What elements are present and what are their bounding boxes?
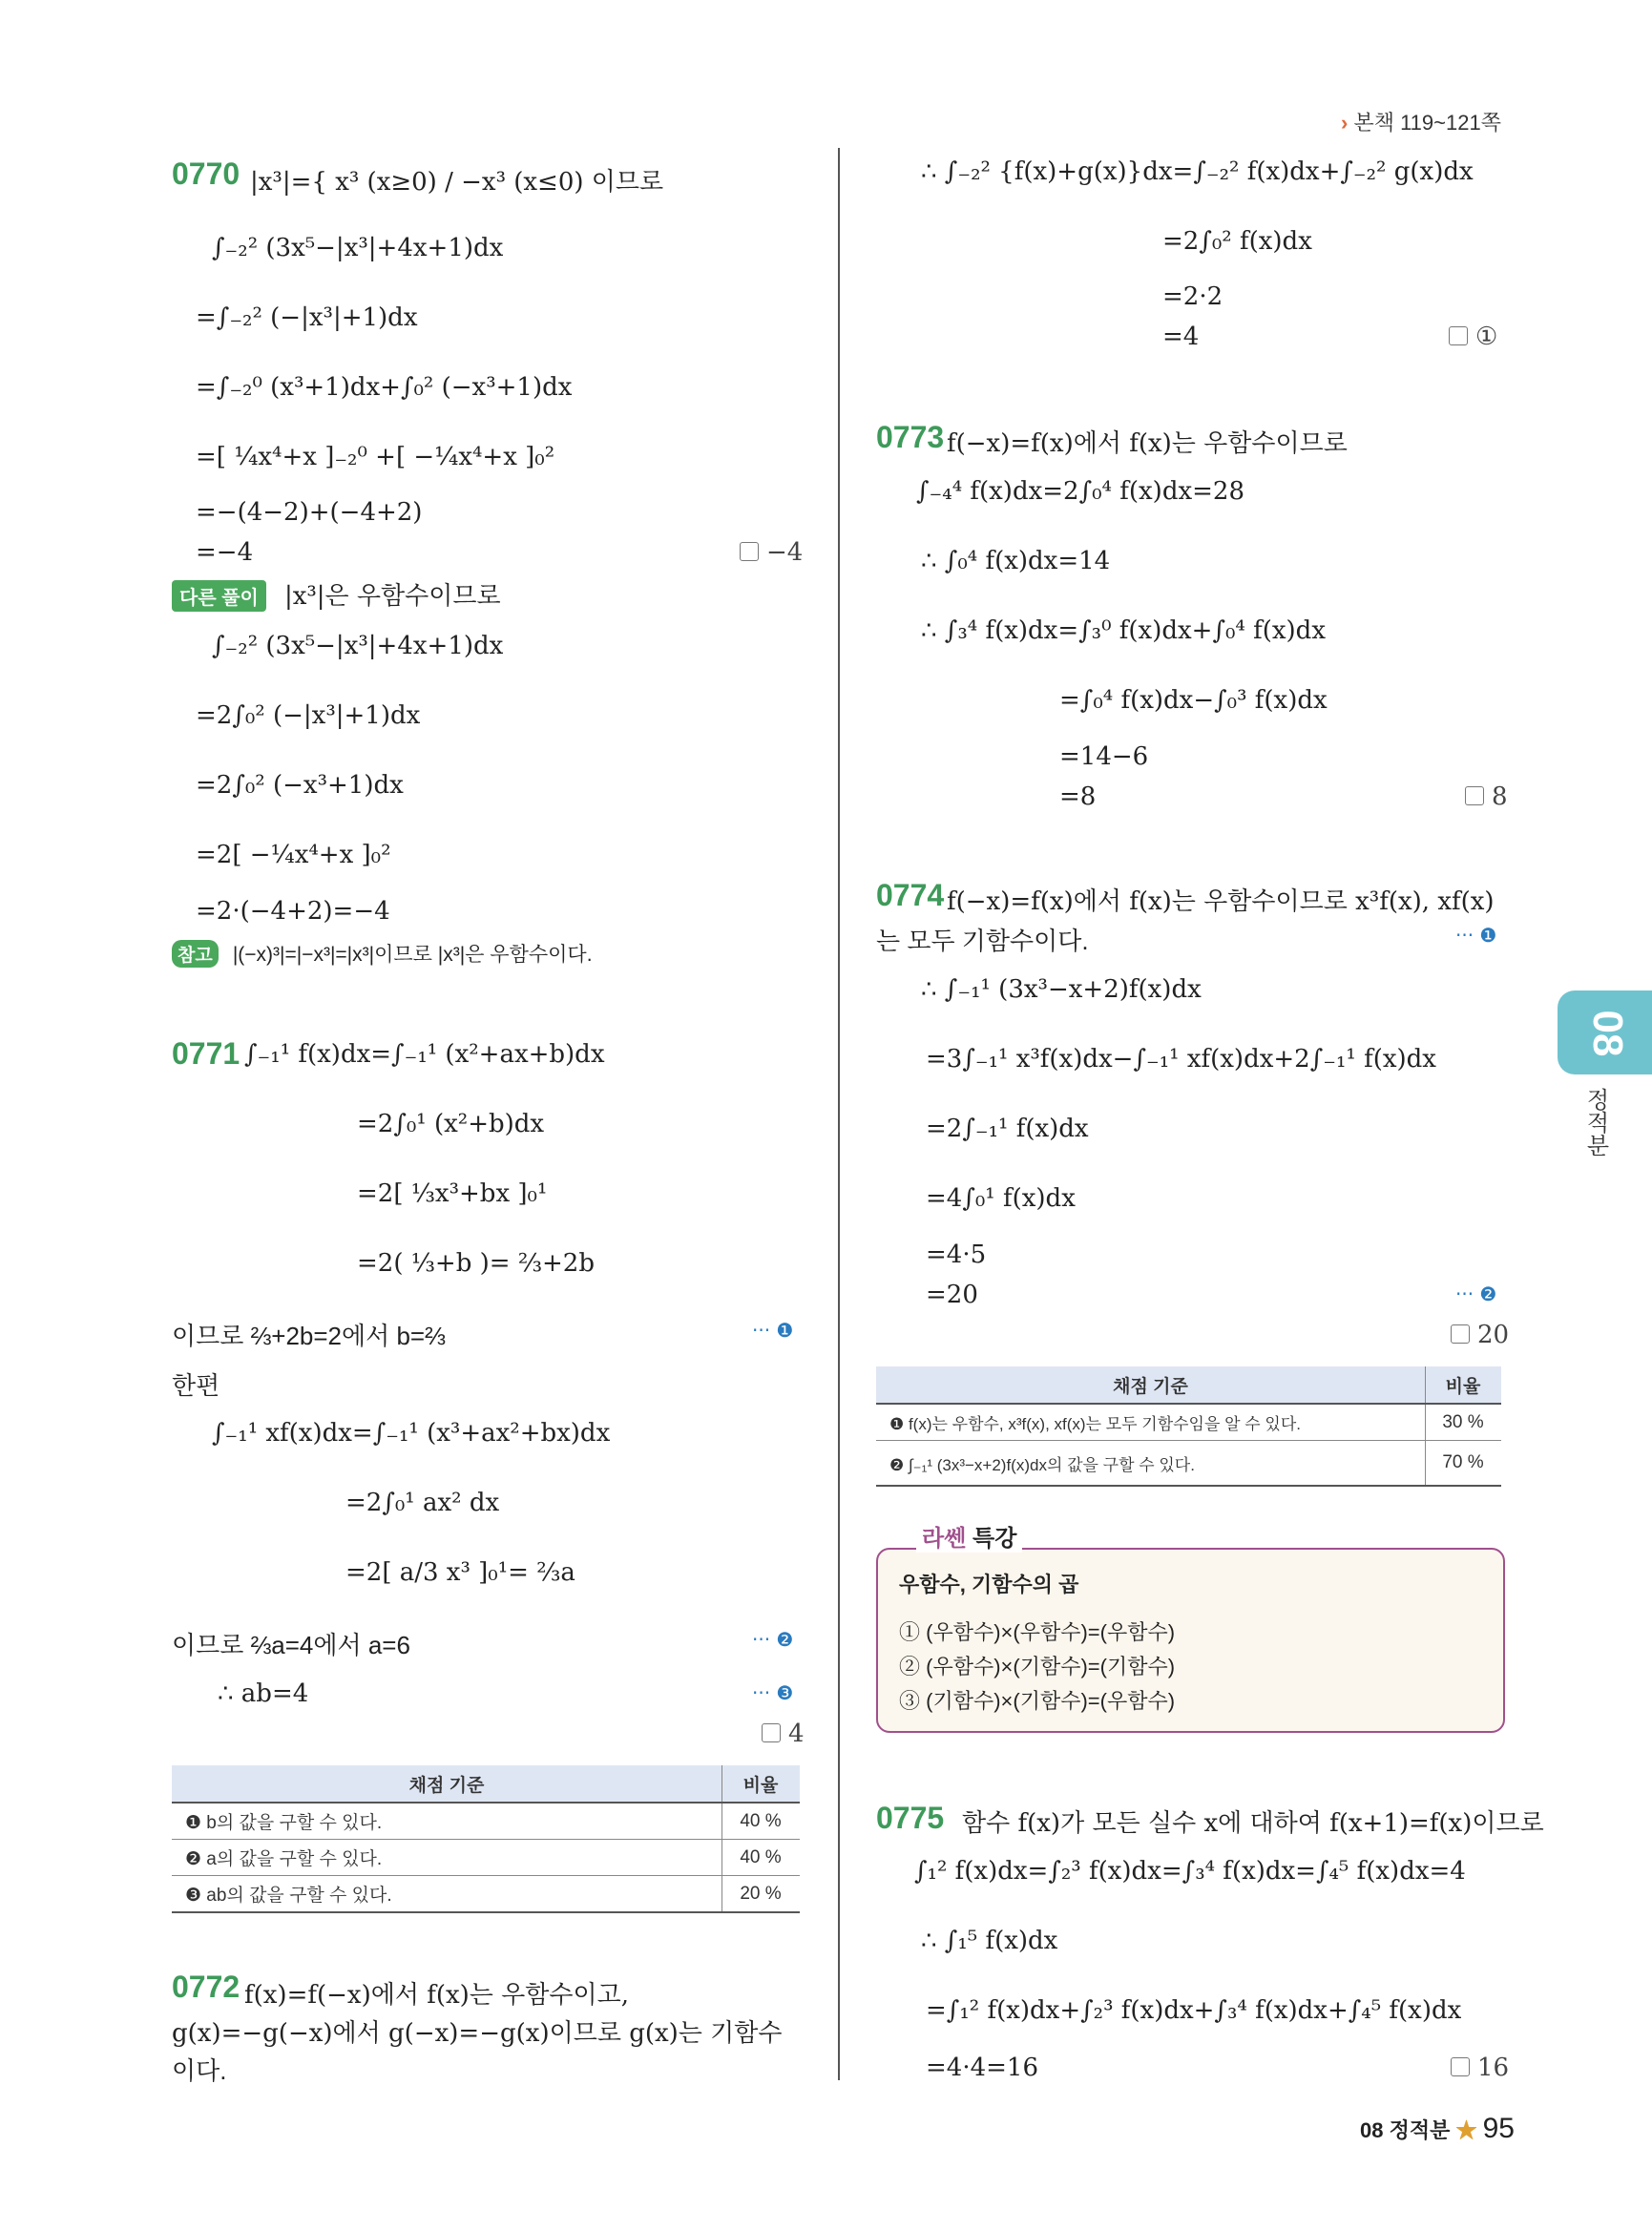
column-divider xyxy=(838,148,840,2080)
solution-line: ∴ ab=4 xyxy=(218,1679,309,1708)
problem-number-0772: 0772 xyxy=(172,1970,240,2004)
solution-line: =8 xyxy=(1059,782,1097,811)
reference-note xyxy=(172,939,593,968)
page-number: 95 xyxy=(1482,2113,1515,2144)
solution-line: 이므로 ⅔a=4에서 a=6 xyxy=(172,1631,410,1659)
solution-line: ∴ ∫₀⁴ f(x)dx=14 xyxy=(921,547,1111,575)
solution-line: ∴ ∫₃⁴ f(x)dx=∫₃⁰ f(x)dx+∫₀⁴ f(x)dx xyxy=(921,616,1326,645)
solution-line: 함수 f(x)가 모든 실수 x에 대하여 f(x+1)=f(x)이므로 xyxy=(962,1809,1544,1838)
table-row xyxy=(172,1840,800,1876)
special-lecture-box xyxy=(876,1548,1505,1733)
solution-line: =2∫₋₁¹ f(x)dx xyxy=(926,1115,1089,1143)
answer-mark xyxy=(1449,323,1497,351)
reference-tag: 참고 xyxy=(172,940,219,968)
solution-line: =2[ ⅓x³+bx ]₀¹ xyxy=(357,1179,548,1208)
answer-value: 16 xyxy=(1477,2054,1510,2082)
answer-box-icon xyxy=(1451,2057,1470,2076)
brand-label: 라쎈 xyxy=(922,1526,967,1552)
page-reference xyxy=(1341,107,1501,136)
solution-line: ∴ ∫₋₂² {f(x)+g(x)}dx=∫₋₂² f(x)dx+∫₋₂² g(x)dx xyxy=(921,157,1474,186)
solution-line: =2( ⅓+b )= ⅔+2b xyxy=(357,1249,595,1278)
solution-line: =−(4−2)+(−4+2) xyxy=(196,498,423,527)
solution-line: ∫₋₁¹ xf(x)dx=∫₋₁¹ (x³+ax²+bx)dx xyxy=(212,1419,611,1448)
solution-line: ∴ ∫₋₁¹ (3x³−x+2)f(x)dx xyxy=(921,975,1202,1004)
solution-line: =2[ a/3 x³ ]₀¹= ⅔a xyxy=(345,1558,575,1587)
solution-line: =2∫₀² (−x³+1)dx xyxy=(196,771,404,800)
table-header: 채점 기준 xyxy=(876,1366,1426,1404)
answer-box-icon xyxy=(1451,1324,1470,1344)
solution-line: =∫₁² f(x)dx+∫₂³ f(x)dx+∫₃⁴ f(x)dx+∫₄⁵ f(x)dx xyxy=(926,1996,1462,2025)
problem-number-0774: 0774 xyxy=(876,878,945,912)
solution-line: =2∫₀¹ ax² dx xyxy=(345,1489,500,1517)
special-lecture-title xyxy=(916,1519,1022,1553)
solution-line: 는 모두 기함수이다. xyxy=(876,927,1089,955)
problem-number-0775: 0775 xyxy=(876,1801,945,1835)
star-icon: ★ xyxy=(1455,2118,1477,2142)
solution-line: =4∫₀¹ f(x)dx xyxy=(926,1184,1076,1213)
solution-line: =2·2 xyxy=(1162,282,1223,311)
solution-line: =2∫₀² f(x)dx xyxy=(1162,227,1312,256)
answer-value: −4 xyxy=(766,538,804,567)
solution-line: =3∫₋₁¹ x³f(x)dx−∫₋₁¹ xf(x)dx+2∫₋₁¹ f(x)dx xyxy=(926,1045,1436,1074)
reference-text: 본책 119~121쪽 xyxy=(1353,111,1501,135)
answer-value: 20 xyxy=(1477,1321,1510,1349)
chapter-label: 정적분 xyxy=(1582,1088,1608,1157)
chevron-right-icon: › xyxy=(1341,111,1349,135)
table-cell: ❸ ab의 값을 구할 수 있다. xyxy=(172,1876,722,1913)
table-header: 비율 xyxy=(722,1765,801,1803)
table-cell: 40 % xyxy=(722,1803,801,1840)
solution-line: =2·(−4+2)=−4 xyxy=(196,897,390,926)
solution-line: =∫₋₂⁰ (x³+1)dx+∫₀² (−x³+1)dx xyxy=(196,373,573,402)
solution-line: =2[ −¼x⁴+x ]₀² xyxy=(196,841,391,869)
solution-line: =2∫₀¹ (x²+b)dx xyxy=(357,1110,545,1138)
step-marker-3: ··· ❸ xyxy=(752,1681,794,1704)
solution-line: =[ ¼x⁴+x ]₋₂⁰ +[ −¼x⁴+x ]₀² xyxy=(196,443,555,471)
special-item: ③ (기함수)×(기함수)=(우함수) xyxy=(899,1689,1176,1713)
special-heading: 우함수, 기함수의 곱 xyxy=(899,1573,1079,1596)
table-cell: 70 % xyxy=(1426,1441,1502,1487)
solution-line: =20 xyxy=(926,1281,978,1309)
solution-line: |x³|은 우함수이므로 xyxy=(283,582,501,611)
answer-box-icon xyxy=(740,542,759,561)
table-row xyxy=(876,1404,1501,1441)
chapter-tab[interactable] xyxy=(1558,990,1652,1074)
answer-value: ① xyxy=(1475,323,1498,351)
grading-table-0774 xyxy=(876,1366,1501,1487)
solution-line: =4·4=16 xyxy=(926,2054,1039,2082)
solution-line: =∫₋₂² (−|x³|+1)dx xyxy=(196,303,418,332)
chapter-number: 08 xyxy=(1584,1010,1631,1057)
solution-line: ∫₋₂² (3x⁵−|x³|+4x+1)dx xyxy=(212,632,504,660)
answer-box-icon xyxy=(762,1723,781,1742)
page-footer xyxy=(1360,2113,1515,2145)
solution-line: g(x)=−g(−x)에서 g(−x)=−g(x)이므로 g(x)는 기함수 xyxy=(172,2019,783,2048)
table-header: 채점 기준 xyxy=(172,1765,722,1803)
answer-box-icon xyxy=(1465,786,1484,805)
problem-number-0770: 0770 xyxy=(172,156,240,191)
solution-line: =∫₀⁴ f(x)dx−∫₀³ f(x)dx xyxy=(1059,686,1328,715)
problem-number-0771: 0771 xyxy=(172,1036,240,1071)
alternative-solution xyxy=(172,576,501,612)
answer-mark xyxy=(1451,2054,1509,2082)
footer-chapter: 08 정적분 xyxy=(1360,2118,1451,2142)
answer-mark xyxy=(762,1720,805,1748)
answer-mark xyxy=(1451,1321,1509,1349)
table-row xyxy=(172,1876,800,1913)
solution-line: ∫₋₄⁴ f(x)dx=2∫₀⁴ f(x)dx=28 xyxy=(916,477,1244,506)
answer-mark xyxy=(1465,782,1508,811)
problem-number-0773: 0773 xyxy=(876,420,945,454)
step-marker-1: ··· ❶ xyxy=(1455,924,1497,947)
solution-line: ∫₋₂² (3x⁵−|x³|+4x+1)dx xyxy=(212,234,504,262)
alt-solution-tag: 다른 풀이 xyxy=(172,580,266,612)
solution-line: 한편 xyxy=(172,1371,220,1400)
solution-line: =14−6 xyxy=(1059,742,1149,771)
step-marker-1: ··· ❶ xyxy=(752,1319,794,1342)
solution-line: f(x)=f(−x)에서 f(x)는 우함수이고, xyxy=(244,1981,630,2010)
table-row xyxy=(172,1803,800,1840)
solution-line: f(−x)=f(x)에서 f(x)는 우함수이므로 x³f(x), xf(x) xyxy=(947,887,1495,916)
table-cell: ❷ a의 값을 구할 수 있다. xyxy=(172,1840,722,1876)
reference-text: |(−x)³|=|−x³|=|x³|이므로 |x³|은 우함수이다. xyxy=(232,944,593,966)
solution-line: ∫₁² f(x)dx=∫₂³ f(x)dx=∫₃⁴ f(x)dx=∫₄⁵ f(x)dx=4 xyxy=(914,1857,1466,1886)
grading-table-0771 xyxy=(172,1765,800,1913)
solution-line: 이다. xyxy=(172,2056,227,2085)
solution-line: f(−x)=f(x)에서 f(x)는 우함수이므로 xyxy=(947,429,1348,458)
answer-value: 8 xyxy=(1492,782,1508,811)
table-cell: ❶ f(x)는 우함수, x³f(x), xf(x)는 모두 기함수임을 알 수 있다. xyxy=(876,1404,1426,1441)
solution-line: =4·5 xyxy=(926,1241,987,1269)
table-cell: 30 % xyxy=(1426,1404,1502,1441)
solution-line: =4 xyxy=(1162,323,1200,351)
table-cell: ❷ ∫₋₁¹ (3x³−x+2)f(x)dx의 값을 구할 수 있다. xyxy=(876,1441,1426,1487)
solution-line: =2∫₀² (−|x³|+1)dx xyxy=(196,701,421,730)
table-cell: ❶ b의 값을 구할 수 있다. xyxy=(172,1803,722,1840)
answer-value: 4 xyxy=(788,1720,805,1748)
answer-mark xyxy=(740,538,803,567)
solution-line: ∫₋₁¹ f(x)dx=∫₋₁¹ (x²+ax+b)dx xyxy=(244,1040,605,1069)
answer-box-icon xyxy=(1449,326,1468,345)
solution-line: |x³|={ x³ (x≥0) / −x³ (x≤0) 이므로 xyxy=(250,168,664,197)
lecture-label: 특강 xyxy=(972,1526,1017,1552)
table-cell: 40 % xyxy=(722,1840,801,1876)
solution-line: =−4 xyxy=(196,538,254,567)
step-marker-2: ··· ❷ xyxy=(1455,1282,1497,1305)
table-header: 비율 xyxy=(1426,1366,1502,1404)
special-item: ② (우함수)×(기함수)=(기함수) xyxy=(899,1655,1176,1678)
table-row xyxy=(876,1441,1501,1487)
solution-line: ∴ ∫₁⁵ f(x)dx xyxy=(921,1927,1058,1955)
step-marker-2: ··· ❷ xyxy=(752,1628,794,1651)
special-item: ① (우함수)×(우함수)=(우함수) xyxy=(899,1620,1176,1644)
solution-line: 이므로 ⅔+2b=2에서 b=⅔ xyxy=(172,1322,446,1350)
table-cell: 20 % xyxy=(722,1876,801,1913)
